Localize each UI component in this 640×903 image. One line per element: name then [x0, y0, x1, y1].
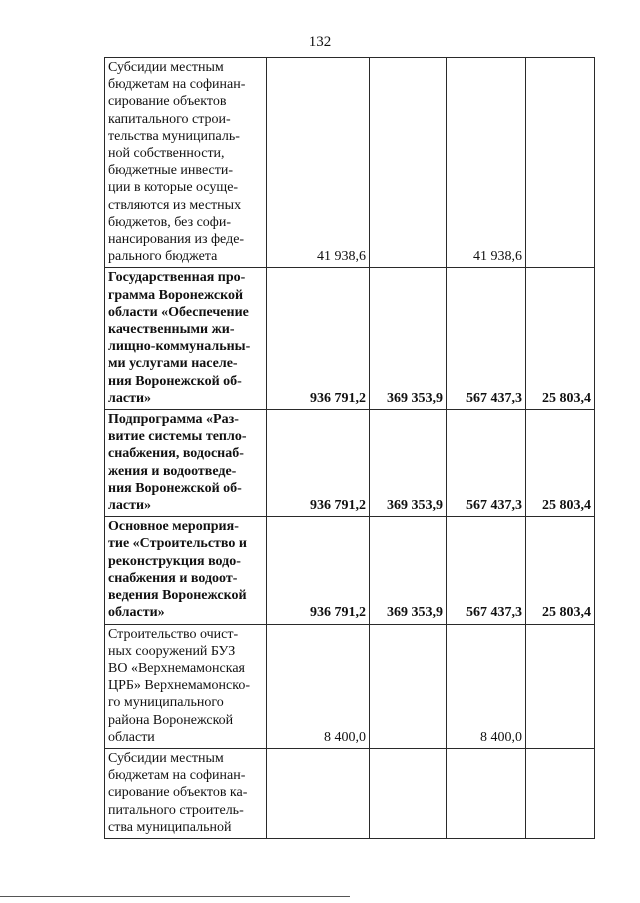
- row-name-line: снабжения, водоснаб-: [108, 446, 244, 462]
- row-name-line: го муниципального: [108, 695, 224, 711]
- value-cell-3: 8 400,0: [447, 624, 526, 748]
- row-name-line: сирование объектов: [108, 94, 227, 110]
- row-name-line: ции в которые осуще-: [108, 180, 239, 196]
- row-name-line: Подпрограмма «Раз-: [108, 412, 239, 428]
- row-name-line: снабжения и водоот-: [108, 570, 238, 586]
- total-cell: 936 791,2: [267, 410, 370, 517]
- value-cell-3: 567 437,3: [447, 517, 526, 624]
- row-name-line: ЦРБ» Верхнемамонско-: [108, 678, 250, 694]
- row-name-line: ства муниципальной: [108, 819, 232, 835]
- row-name-cell: [105, 58, 267, 268]
- row-name-line: рального бюджета: [108, 249, 218, 265]
- row-name-cell: [105, 410, 267, 517]
- row-name-line: качественными жи-: [108, 322, 235, 338]
- row-name-cell: [105, 748, 267, 838]
- value-cell-3: [447, 748, 526, 838]
- value-cell-3: 41 938,6: [447, 58, 526, 268]
- row-name-line: Государственная про-: [108, 270, 246, 286]
- total-cell: 936 791,2: [267, 268, 370, 410]
- value-cell-4: [526, 748, 595, 838]
- value-cell-4: [526, 58, 595, 268]
- table-row: [105, 624, 595, 748]
- value-cell-4: 25 803,4: [526, 410, 595, 517]
- row-name-line: Субсидии местным: [108, 60, 224, 75]
- table-row: [105, 268, 595, 410]
- value-cell-2: 369 353,9: [370, 410, 447, 517]
- total-cell: 936 791,2: [267, 517, 370, 624]
- value-cell-3: 567 437,3: [447, 268, 526, 410]
- value-cell-2: 369 353,9: [370, 268, 447, 410]
- row-name-line: бюджетам на софинан-: [108, 768, 246, 784]
- row-name-line: ВО «Верхнемамонская: [108, 660, 245, 676]
- value-cell-2: [370, 748, 447, 838]
- value-cell-2: [370, 58, 447, 268]
- row-name-cell: [105, 517, 267, 624]
- row-name-cell: [105, 268, 267, 410]
- row-name-line: Строительство очист-: [108, 626, 239, 642]
- row-name-line: тельства муниципаль-: [108, 128, 240, 144]
- row-name-line: нансирования из феде-: [108, 232, 245, 248]
- row-name-line: капитального строи-: [108, 111, 231, 127]
- row-name-line: ласти»: [108, 498, 152, 514]
- row-name-line: сирование объектов ка-: [108, 785, 248, 801]
- row-name-cell: [105, 624, 267, 748]
- row-name-line: бюджетам на софинан-: [108, 77, 246, 93]
- row-name-line: Субсидии местным: [108, 750, 224, 766]
- row-name-line: жения и водоотведе-: [108, 463, 237, 479]
- row-name-line: ствляются из местных: [108, 197, 242, 213]
- value-cell-2: 369 353,9: [370, 517, 447, 624]
- row-name-line: ной собственности,: [108, 146, 225, 162]
- row-name-line: ласти»: [108, 390, 152, 406]
- value-cell-4: [526, 624, 595, 748]
- total-cell: 8 400,0: [267, 624, 370, 748]
- value-cell-4: 25 803,4: [526, 268, 595, 410]
- row-name-line: реконструкция водо-: [108, 553, 241, 569]
- row-name-line: бюджетные инвести-: [108, 163, 233, 179]
- table-row: [105, 58, 595, 268]
- budget-table: [104, 57, 595, 839]
- table-row: [105, 410, 595, 517]
- row-name-line: витие системы тепло-: [108, 429, 247, 445]
- row-name-line: ми услугами населе-: [108, 356, 238, 372]
- row-name-line: ведения Воронежской: [108, 588, 247, 604]
- row-name-line: области «Обеспечение: [108, 304, 249, 320]
- row-name-line: тие «Строительство и: [108, 536, 247, 552]
- row-name-line: грамма Воронежской: [108, 287, 244, 303]
- row-name-line: ных сооружений БУЗ: [108, 643, 236, 659]
- row-name-line: области: [108, 729, 155, 745]
- row-name-line: питального строитель-: [108, 802, 244, 818]
- table-row: [105, 748, 595, 838]
- row-name-line: Основное мероприя-: [108, 519, 239, 535]
- row-name-line: области»: [108, 605, 165, 621]
- table-row: [105, 517, 595, 624]
- value-cell-2: [370, 624, 447, 748]
- total-cell: 41 938,6: [267, 58, 370, 268]
- row-name-line: района Воронежской: [108, 712, 234, 728]
- value-cell-3: 567 437,3: [447, 410, 526, 517]
- row-name-line: ния Воронежской об-: [108, 373, 242, 389]
- row-name-line: лищно-коммунальны-: [108, 339, 251, 355]
- row-name-line: бюджетов, без софи-: [108, 214, 232, 230]
- row-name-line: ния Воронежской об-: [108, 480, 242, 496]
- scan-edge-line: [0, 896, 350, 897]
- page-number: 132: [308, 34, 332, 50]
- total-cell: [267, 748, 370, 838]
- value-cell-4: 25 803,4: [526, 517, 595, 624]
